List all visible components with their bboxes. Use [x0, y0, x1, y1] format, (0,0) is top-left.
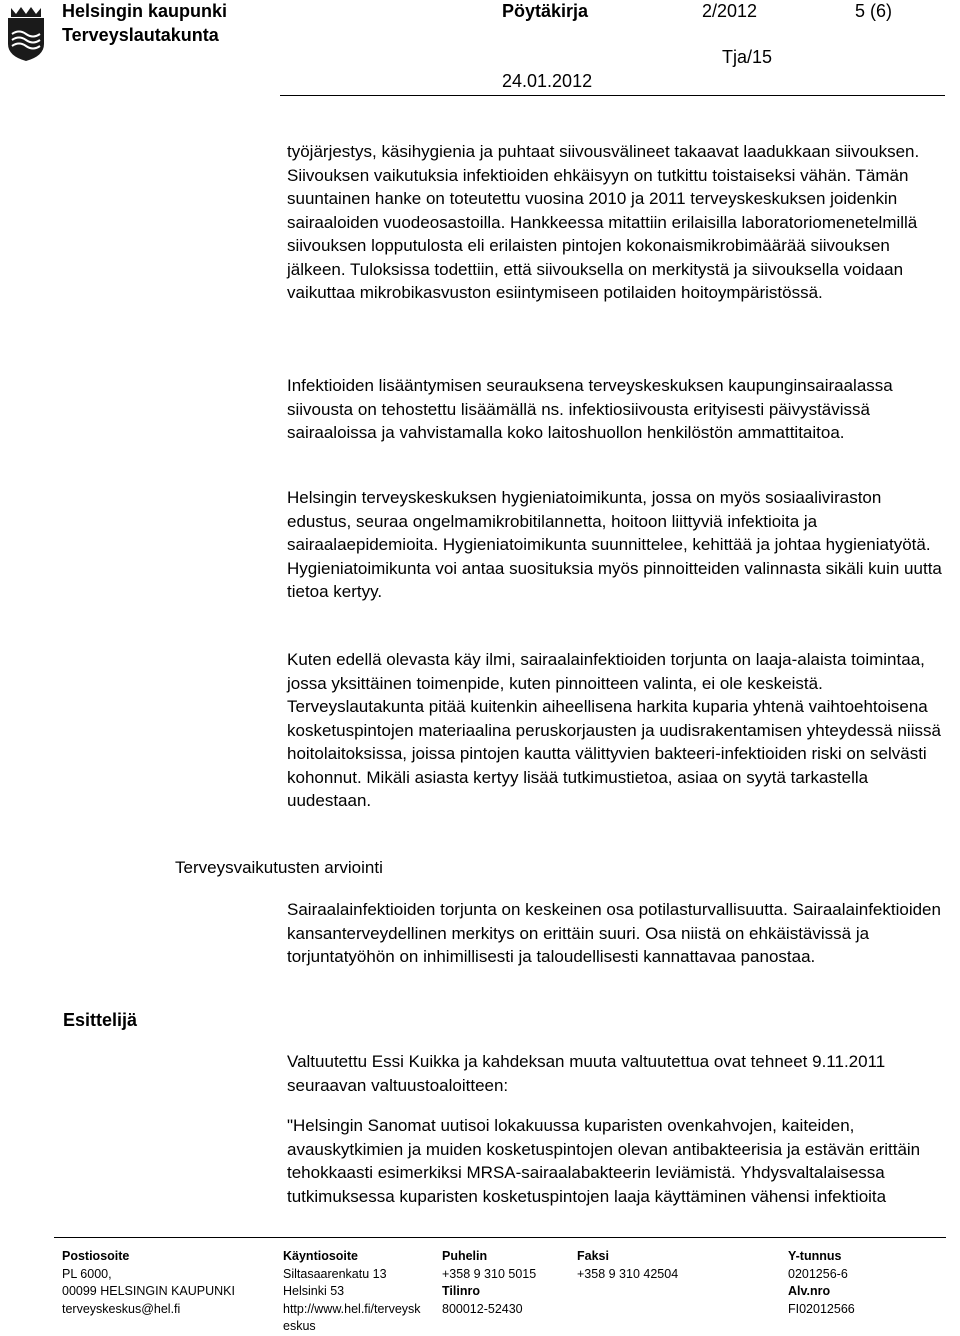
footer-postal-address: [62, 1248, 235, 1318]
paragraph-motion-intro: Valtuutettu Essi Kuikka ja kahdeksan muuta valtuutettua ovat tehneet 9.11.2011 seuraavan valtuustoaloitteen:: [287, 1052, 886, 1095]
footer-label: Postiosoite: [62, 1249, 130, 1263]
footer-value: PL 6000,: [62, 1266, 112, 1281]
footer-label: Faksi: [577, 1249, 609, 1263]
document-date: 24.01.2012: [502, 71, 593, 91]
footer-label: Alv.nro: [788, 1284, 831, 1298]
footer-divider: [54, 1237, 946, 1238]
footer-fax: [577, 1248, 678, 1283]
paragraph-cleaning: työjärjestys, käsihygienia ja puhtaat siivousvälineet takaavat laadukkaan siivouksen. Siivouksen vaikutuksia infektioiden ehkäisyyn on tutkittu toistaiseksi vähän. Tämän suuntainen hanke on toteutettu vuosina 2010 ja 2011 terveyskeskuksen joidenkin sairaaloiden vuodeosastoilla. Hankkeessa mitattiin erilaisilla laboratoriomenetelmillä siivouksen lopputulosta eli erilaisten pintojen kokonaismikrobimäärää siivouksen jälkeen. Tuloksissa todettiin, että siivouksella on merkitystä ja siivouksella voidaan vaikuttaa mikrobikasvuston esiintymiseen potilaiden hoitoympäristössä.: [287, 142, 920, 302]
footer-phone: [442, 1248, 536, 1318]
footer-web-link[interactable]: http://www.hel.fi/terveysk: [283, 1301, 421, 1316]
helsinki-crest-icon: [6, 4, 46, 62]
footer-value: FI02012566: [788, 1301, 855, 1316]
footer-value: +358 9 310 42504: [577, 1266, 679, 1281]
paragraph-health-impact: Sairaalainfektioiden torjunta on keskeinen osa potilasturvallisuutta. Sairaalainfektioiden kansanterveydellinen merkitys on erittäin suuri. Osa niistä on ehkäistävissä ja torjuntatyöhön on inhimillisesti ja taloudellisesti kannattavaa panostaa.: [287, 900, 941, 966]
footer-email-link[interactable]: terveyskeskus@hel.fi: [62, 1301, 181, 1316]
document-type: Pöytäkirja: [502, 1, 589, 21]
footer-business-id: [788, 1248, 855, 1318]
section-code: Tja/15: [722, 47, 773, 67]
paragraph-hygiene-committee: Helsingin terveyskeskuksen hygieniatoimikunta, jossa on myös sosiaaliviraston edustus, seuraa ongelmamikrobitilannetta, hoitoon liittyviä infektioita ja sairaalaepidemioita. Hygieniatoimikunta suunnittelee, kehittää ja johtaa hygieniatyötä. Hygieniatoimikunta voi antaa suosituksia myös pinnoitteiden valinnasta sikäli kuin uutta tietoa kertyy.: [287, 488, 942, 601]
footer-label: Tilinro: [442, 1284, 480, 1298]
paragraph-motion-quote: "Helsingin Sanomat uutisoi lokakuussa kuparisten ovenkahvojen, kaiteiden, avauskytkimien ja muiden kosketuspintojen olevan antibakteerisia ja estävän erittäin tehokkaasti esimerkiksi MRSA-sairaalabakteerin leviämistä. Yhdysvaltalaisessa tutkimuksessa kuparisten kosketuspintojen laaja käyttäminen vähensi infektioita: [287, 1116, 921, 1206]
footer-value: 0201256-6: [788, 1266, 848, 1281]
footer-visiting-address: [283, 1248, 421, 1336]
header-divider: [280, 95, 945, 96]
document-number: 2/2012: [702, 1, 758, 21]
page-indicator: 5 (6): [855, 1, 893, 21]
footer-value: 00099 HELSINGIN KAUPUNKI: [62, 1284, 235, 1298]
footer-value: +358 9 310 5015: [442, 1266, 537, 1281]
footer-label: Käyntiosoite: [283, 1249, 359, 1263]
footer-value: 800012-52430: [442, 1301, 523, 1316]
footer-web-link-cont[interactable]: eskus: [283, 1319, 316, 1333]
organization-name: Helsingin kaupunki: [62, 1, 228, 21]
section-label-health-impact: Terveysvaikutusten arviointi: [175, 858, 383, 877]
board-name: Terveyslautakunta: [62, 25, 219, 45]
section-label-presenter: Esittelijä: [63, 1010, 138, 1030]
footer-label: Y-tunnus: [788, 1249, 842, 1263]
footer-value: Siltasaarenkatu 13: [283, 1266, 387, 1281]
paragraph-conclusion: Kuten edellä olevasta käy ilmi, sairaalainfektioiden torjunta on laaja-alaista toimintaa, jossa yksittäinen toimenpide, kuten pinnoitteen valinta, ei ole keskeistä. Terveyslautakunta pitää kuitenkin aiheellisena harkita kuparia yhtenä vaihtoehtoisena kosketuspintojen materiaalina peruskorjausten ja uudisrakentamisen yhteydessä niissä hoitolaitoksissa, joissa pintojen kautta välittyvien bakteeri-infektioiden riski on selvästi kohonnut. Mikäli asiasta kertyy lisää tutkimustietoa, asiaa on syytä tarkastella uudestaan.: [287, 650, 941, 810]
footer-value: Helsinki 53: [283, 1284, 345, 1298]
paragraph-infection-cleaning: Infektioiden lisääntymisen seurauksena terveyskeskuksen kaupunginsairaalassa siivousta on tehostettu lisäämällä ns. infektiosiivousta erityisesti päivystävissä sairaaloissa ja vahvistamalla koko laitoshuollon henkilöstön ammattitaitoa.: [287, 376, 893, 442]
footer-label: Puhelin: [442, 1249, 488, 1263]
